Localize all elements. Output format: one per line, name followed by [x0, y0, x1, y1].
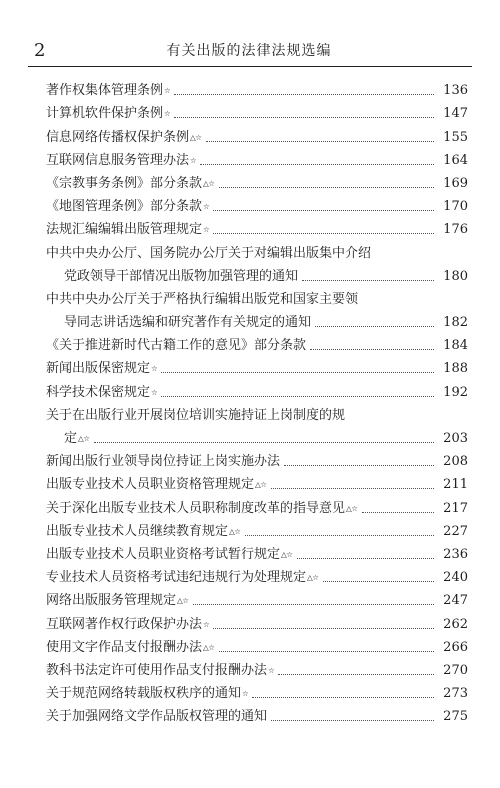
toc-entry-mark: △☆ — [346, 503, 358, 513]
dot-leader — [219, 187, 434, 188]
toc-entry[interactable] — [46, 262, 468, 285]
toc-page-number: 169 — [443, 175, 468, 191]
toc-entry-title: 著作权集体管理条例 — [46, 83, 164, 99]
toc-entry[interactable] — [46, 99, 468, 122]
toc-entry-title: 网络出版服务管理规定 — [46, 593, 177, 609]
dot-leader — [310, 349, 434, 350]
dot-leader — [206, 141, 434, 142]
dot-leader — [94, 442, 434, 443]
toc-page-number: 236 — [443, 546, 468, 562]
toc-entry-mark: △☆ — [281, 549, 293, 559]
toc-entry[interactable] — [46, 192, 468, 215]
toc-page-number: 147 — [443, 106, 468, 122]
toc-page-number: 203 — [443, 431, 468, 446]
toc-entry-title: 关于深化出版专业技术人员职称制度改革的指导意见 — [46, 500, 346, 516]
dot-leader — [315, 326, 434, 327]
toc-entry-title: 中共中央办公厅、国务院办公厅关于对编辑出版集中介绍 — [46, 245, 372, 261]
toc-page-number: 217 — [443, 500, 468, 516]
toc-entry-title: 《宗教事务条例》部分条款 — [46, 175, 203, 191]
toc-entry-title: 出版专业技术人员职业资格考试暂行规定 — [46, 546, 281, 562]
toc-entry[interactable] — [46, 285, 468, 308]
dot-leader — [213, 210, 434, 211]
toc-entry[interactable] — [46, 354, 468, 377]
toc-entry[interactable] — [46, 679, 468, 702]
running-title: 有关出版的法律法规选编 — [166, 43, 332, 59]
toc-entry-mark: ☆ — [203, 225, 210, 235]
toc-entry-title: 新闻出版保密规定 — [46, 361, 151, 377]
toc-entry[interactable] — [46, 517, 468, 540]
toc-entry[interactable] — [46, 331, 468, 354]
toc-entry-mark: △☆ — [307, 573, 319, 583]
toc-entry-title: 《关于推进新时代古籍工作的意见》部分条款 — [46, 338, 307, 354]
toc-entry[interactable] — [46, 308, 468, 331]
toc-page-number: 247 — [443, 593, 468, 609]
toc-entry-title: 计算机软件保护条例 — [46, 106, 164, 122]
toc-entry-title: 中共中央办公厅关于严格执行编辑出版党和国家主要领 — [46, 291, 359, 307]
dot-leader — [174, 94, 434, 95]
toc-entry-mark: ☆ — [164, 86, 171, 96]
toc-entry[interactable] — [46, 122, 468, 145]
dot-leader — [219, 651, 434, 652]
toc-entry[interactable] — [46, 563, 468, 586]
toc-entry[interactable] — [46, 633, 468, 656]
dot-leader — [297, 558, 434, 559]
toc-entry[interactable] — [46, 470, 468, 493]
toc-page-number: 155 — [443, 129, 468, 145]
toc-page-number: 188 — [443, 361, 468, 377]
toc-entry-title: 教科书法定许可使用作品支付报酬办法 — [46, 662, 268, 678]
toc-page-number: 270 — [443, 662, 468, 678]
toc-entry[interactable] — [46, 424, 468, 447]
toc-entry-mark: △☆ — [190, 132, 202, 142]
toc-entry-title: 新闻出版行业领导岗位持证上岗实施办法 — [46, 454, 281, 470]
toc-entry-title: 使用文字作品支付报酬办法 — [46, 639, 203, 655]
toc-entry-mark: ☆ — [203, 619, 210, 629]
toc-entry[interactable] — [46, 493, 468, 516]
dot-leader — [271, 488, 434, 489]
dot-leader — [252, 697, 434, 698]
dot-leader — [193, 604, 434, 605]
toc-entry[interactable] — [46, 169, 468, 192]
page-number: 2 — [34, 40, 46, 61]
toc-entry-mark: ☆ — [203, 202, 210, 212]
toc-entry-title: 定 — [64, 431, 78, 446]
header-rule — [28, 66, 472, 67]
toc-entry-title: 导同志讲话选编和研究著作有关规定的通知 — [64, 315, 312, 331]
dot-leader — [278, 674, 434, 675]
toc-page-number: 262 — [443, 616, 468, 632]
toc-entry[interactable] — [46, 238, 468, 261]
toc-entry-title: 关于规范网络转载版权秩序的通知 — [46, 686, 242, 702]
toc-entry-mark: △☆ — [177, 596, 189, 606]
toc-entry-title: 互联网信息服务管理办法 — [46, 152, 190, 168]
toc-entry-title: 《地图管理条例》部分条款 — [46, 199, 203, 215]
toc-entry-mark: ☆ — [190, 155, 197, 165]
toc-entry[interactable] — [46, 401, 468, 424]
dot-leader — [174, 117, 434, 118]
dot-leader — [284, 465, 434, 466]
toc-page-number: 164 — [443, 152, 468, 168]
toc-page-number: 266 — [443, 639, 468, 655]
dot-leader — [200, 164, 434, 165]
toc-entry[interactable] — [46, 702, 468, 725]
toc-page-number: 273 — [443, 686, 468, 702]
toc-entry-mark: ☆ — [151, 387, 158, 397]
toc-entry-mark: △☆ — [255, 480, 267, 490]
toc-entry-mark: △☆ — [203, 642, 215, 652]
toc-entry-mark: ☆ — [268, 665, 275, 675]
dot-leader — [362, 512, 434, 513]
page-header — [28, 40, 470, 66]
toc-entry-title: 信息网络传播权保护条例 — [46, 129, 190, 145]
toc-page-number: 240 — [443, 570, 468, 586]
toc-entry-mark: ☆ — [151, 364, 158, 374]
toc-entry-title: 科学技术保密规定 — [46, 384, 151, 400]
toc-entry[interactable] — [46, 215, 468, 238]
toc-entry[interactable] — [46, 447, 468, 470]
toc-entry-mark: △☆ — [78, 434, 90, 443]
toc-page-number: 192 — [443, 384, 468, 400]
toc-entry[interactable] — [46, 656, 468, 679]
dot-leader — [213, 628, 434, 629]
dot-leader — [271, 720, 434, 721]
toc-page-number: 182 — [443, 315, 468, 331]
dot-leader — [161, 396, 434, 397]
toc-entry-title: 互联网著作权行政保护办法 — [46, 616, 203, 632]
toc-page-number: 176 — [443, 222, 468, 238]
dot-leader — [323, 581, 434, 582]
toc-page-number: 227 — [443, 523, 468, 539]
toc-entry[interactable] — [46, 540, 468, 563]
toc-entry[interactable] — [46, 377, 468, 400]
toc-page-number: 211 — [443, 477, 468, 493]
toc-page-number: 184 — [443, 338, 468, 354]
dot-leader — [213, 233, 434, 234]
toc-entry-mark: △☆ — [229, 526, 241, 536]
toc-page-number: 208 — [443, 454, 468, 470]
toc-page-number: 275 — [443, 709, 468, 725]
toc-page-number: 136 — [443, 83, 468, 99]
toc-entry-title: 专业技术人员资格考试违纪违规行为处理规定 — [46, 570, 307, 586]
toc-entry-title: 出版专业技术人员职业资格管理规定 — [46, 477, 255, 493]
toc-entry-title: 关于在出版行业开展岗位培训实施持证上岗制度的规 — [46, 407, 346, 423]
toc-entry-title: 法规汇编编辑出版管理规定 — [46, 222, 203, 238]
toc-page-number: 180 — [443, 268, 468, 284]
toc-entry-title: 出版专业技术人员继续教育规定 — [46, 523, 229, 539]
toc-entry[interactable] — [46, 609, 468, 632]
toc-entry-title: 关于加强网络文学作品版权管理的通知 — [46, 709, 268, 725]
toc-entry[interactable] — [46, 146, 468, 169]
toc-entry-mark: △☆ — [203, 178, 215, 188]
table-of-contents — [46, 76, 468, 725]
toc-page-number: 170 — [443, 199, 468, 215]
toc-entry-title: 党政领导干部情况出版物加强管理的通知 — [64, 268, 299, 284]
toc-entry[interactable] — [46, 76, 468, 99]
dot-leader — [245, 535, 434, 536]
dot-leader — [161, 372, 434, 373]
toc-entry[interactable] — [46, 586, 468, 609]
dot-leader — [302, 280, 434, 281]
toc-entry-mark: ☆ — [242, 689, 249, 699]
toc-entry-mark: ☆ — [164, 109, 171, 119]
